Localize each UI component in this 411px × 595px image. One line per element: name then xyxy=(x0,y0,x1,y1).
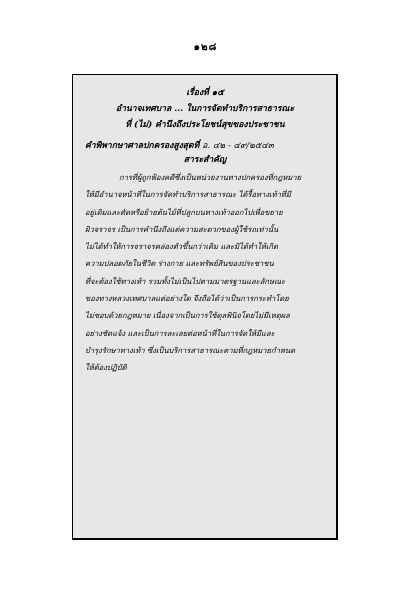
case-number: อ. ๔๒ - ๔๙/๒๕๔๓ xyxy=(202,141,274,151)
body-line: อย่างชัดแจ้ง และเป็นการละเลยต่อหน้าที่ในการจัดให้มีและ xyxy=(85,328,275,338)
body-line: ที่จะต้องใช้ทางเท้า รวมทั้งไม่เป็นไปตามมาตรฐานและลักษณะ xyxy=(85,276,286,286)
body-line: บำรุงรักษาทางเท้า ซึ่งเป็นบริการสาธารณะตามที่กฎหมายกำหนด xyxy=(85,345,295,355)
title-block xyxy=(85,85,325,133)
body-line: ความปลอดภัยในชีวิต ร่างกาย และทรัพย์สินของประชาชน xyxy=(85,259,274,269)
body-line: ผิวจราจร เป็นการคำนึงถึงแต่ความสะดวกของผู้ใช้รถเท่านั้น xyxy=(85,224,279,234)
body-line: ของทางหลวงเทศบาลแต่อย่างใด จึงถือได้ว่าเป็นการกระทำโดย xyxy=(85,294,289,304)
body-line: ให้มีอำนาจหน้าที่ในการจัดทำบริการสาธารณะ ได้รื้อทางเท้าที่มี xyxy=(85,190,291,200)
case-label: คำพิพากษาศาลปกครองสูงสุดที่ xyxy=(85,141,200,151)
story-number: เรื่องที่ ๑๕ xyxy=(186,88,224,98)
page-number: ๑๒๘ xyxy=(193,42,218,53)
body-line: ไม่ชอบด้วยกฎหมาย เนื่องจากเป็นการใช้ดุลพินิจโดยไม่มีเหตุผล xyxy=(85,311,290,321)
body-line: อยู่เดิมและตัดหรือย้ายต้นไม้ที่ปลูกบนทางเท้าออกไปเพื่อขยาย xyxy=(85,207,283,217)
title-line-2: ที่ (ไม่) คำนึงถึงประโยชน์สุขของประชาชน xyxy=(125,120,285,130)
body-line: การที่ผู้ถูกฟ้องคดีซึ่งเป็นหน่วยงานทางปกครองที่กฎหมาย xyxy=(119,173,302,182)
summary-body xyxy=(85,169,325,377)
summary-heading: สาระสำคัญ xyxy=(183,155,227,165)
body-line: ไม่ได้ทำให้การจราจรคล่องตัวขึ้นกว่าเดิม และมิได้ทำให้เกิด xyxy=(85,242,278,252)
summary-box xyxy=(72,74,338,540)
case-reference xyxy=(85,139,325,153)
title-line-1: อำนาจเทศบาล ... ในการจัดทำบริการสาธารณะ xyxy=(115,104,295,114)
body-line: ให้ต้องปฏิบัติ xyxy=(85,363,127,373)
